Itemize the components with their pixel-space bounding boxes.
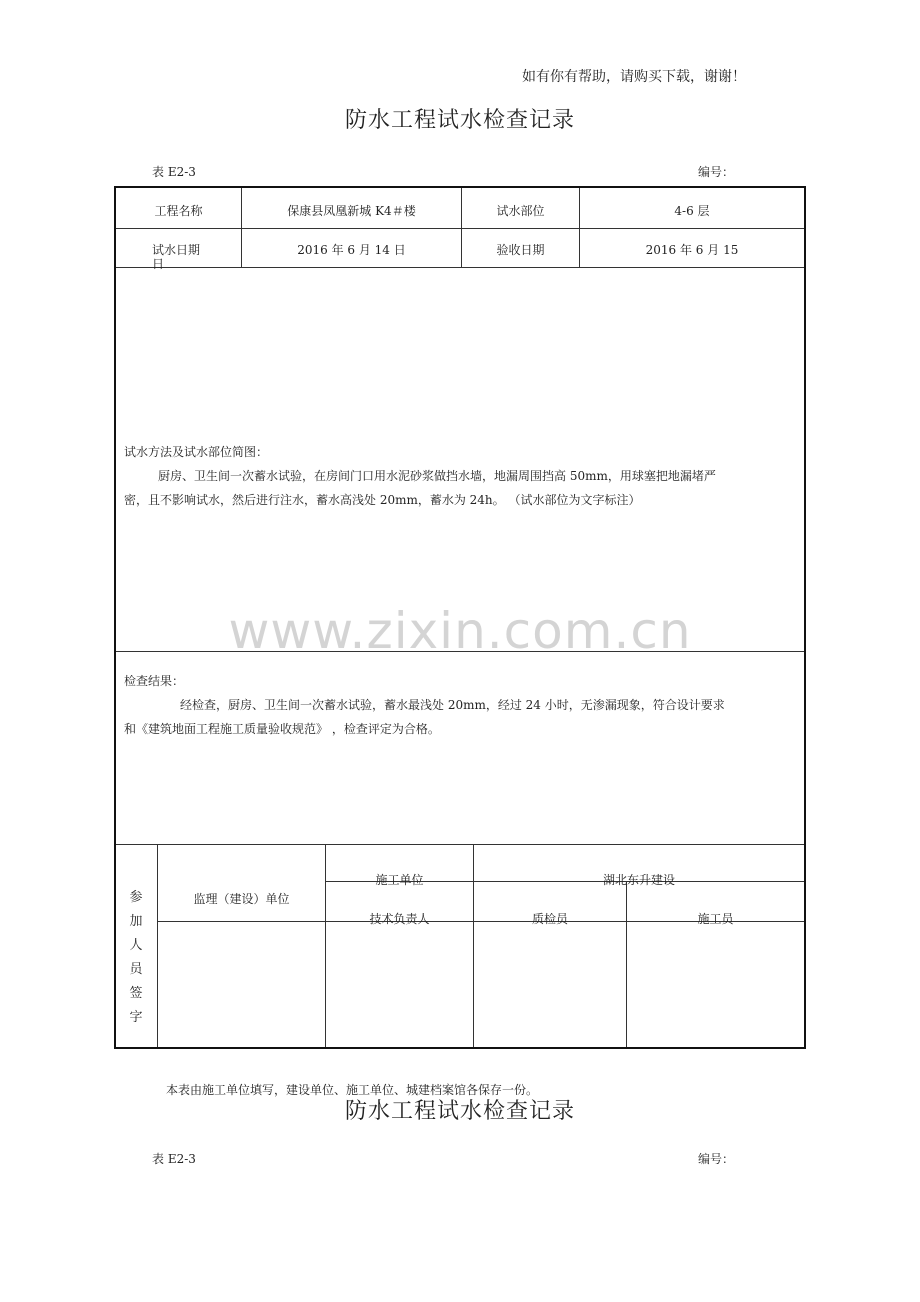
test-location-label: 试水部位 [496, 204, 545, 218]
footer-note: 本表由施工单位填写，建设单位、施工单位、城建档案馆各保存一份。 [166, 1083, 539, 1097]
test-location-value: 4-6 层 [674, 204, 710, 218]
result-heading: 检查结果： [124, 674, 185, 688]
result-line-2: 和《建筑地面工程施工质量验收规范》 ，检查评定为合格。 [124, 722, 440, 736]
check-date-value: 2016 年 6 月 15 [645, 243, 739, 257]
page-title-2: 防水工程试水检查记录 [344, 1099, 575, 1124]
project-name-value: 保康县凤凰新城 K4＃楼 [287, 204, 416, 218]
constructor-label: 施工员 [697, 912, 734, 926]
form-code-2: 表 E2-3 [152, 1152, 196, 1166]
result-line-1: 经检查，厨房、卫生间一次蓄水试验，蓄水最浅处 20mm，经过 24 小时，无渗漏现象，符合设计要求 [180, 698, 725, 712]
quality-inspector-label: 质检员 [531, 912, 568, 926]
method-line-2: 密，且不影响试水，然后进行注水，蓄水高浅处 20mm，蓄水为 24h。 （试水部位为文字标注） [124, 493, 641, 507]
test-date-label-wrap: 日 [152, 257, 165, 271]
construction-unit-value: 湖北东升建设 [602, 873, 675, 887]
serial-label-2: 编号： [698, 1152, 735, 1166]
supervision-unit-label: 监理（建设）单位 [193, 892, 290, 906]
method-heading: 试水方法及试水部位简图： [124, 445, 269, 459]
project-name-label: 工程名称 [154, 204, 203, 218]
test-date-value: 2016 年 6 月 14 日 [297, 243, 406, 257]
form-code: 表 E2-3 [152, 165, 196, 179]
serial-label: 编号： [698, 165, 735, 179]
construction-unit-label: 施工单位 [375, 873, 424, 887]
watermark: www.zixin.com.cn [228, 602, 692, 660]
page-title: 防水工程试水检查记录 [344, 108, 575, 133]
header-note: 如有你有帮助，请购买下载，谢谢！ [522, 69, 746, 85]
test-date-label: 试水日期 [152, 243, 201, 257]
technical-lead-label: 技术负责人 [369, 912, 430, 926]
signature-side-label: 参 加 人 员 签 字 [129, 890, 143, 1025]
check-date-label: 验收日期 [496, 243, 545, 257]
method-line-1: 厨房、卫生间一次蓄水试验，在房间门口用水泥砂浆做挡水墙，地漏周围挡高 50mm，用球塞把地漏堵严 [158, 469, 716, 483]
